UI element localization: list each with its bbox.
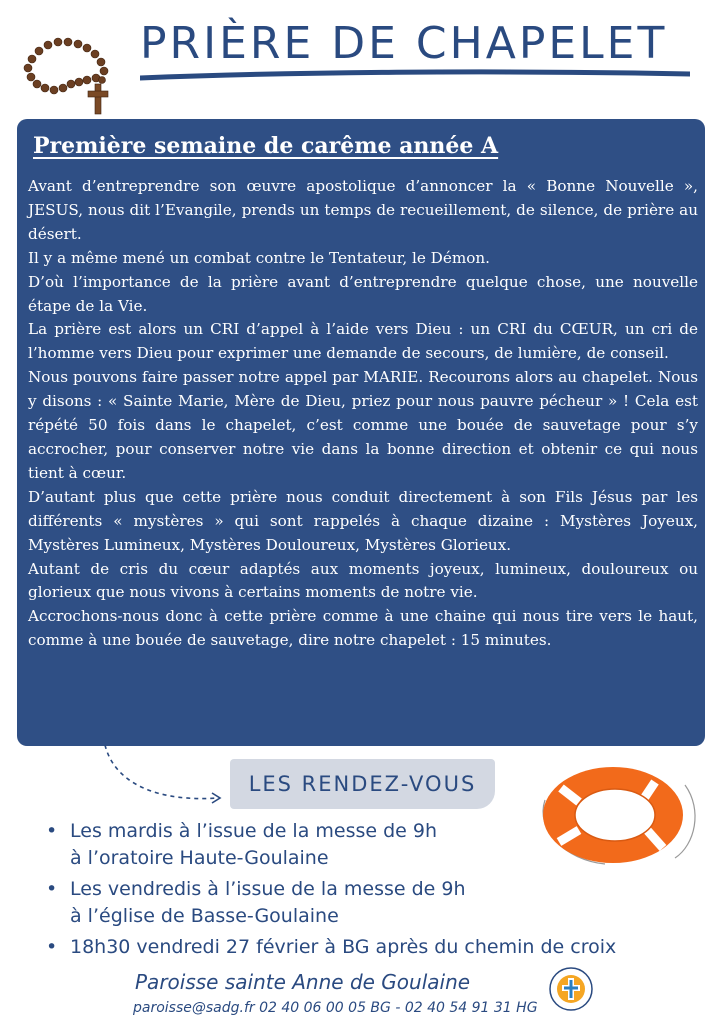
bullet: • [46, 936, 58, 958]
page-title: PRIÈRE DE CHAPELET [140, 18, 668, 69]
bullet: • [46, 878, 58, 900]
paragraph: Nous pouvons faire passer notre appel par MARIE. Recourons alors au chapelet. Nous y disons : « Sainte Marie, Mère de Dieu, priez pour nous pauvre pécheur » ! Cela est répété 50 fois dans le chapelet, c’est comme une bouée de sauvetage pour s’y accrocher, pour conserver notre vie dans la bonne direction et obtenir ce qui nous tient à cœur. [28, 368, 698, 482]
parish-logo-icon [548, 966, 594, 1012]
rendezvous-label: LES RENDEZ-VOUS [230, 759, 495, 809]
list-item [42, 876, 616, 930]
paragraph: Accrochons-nous donc à cette prière comme à une chaine qui nous tire vers le haut, comme à une bouée de sauvetage, dire notre chapelet : 15 minutes. [28, 607, 698, 650]
list-item [42, 934, 616, 961]
item-line: 18h30 vendredi 27 février à BG après du chemin de croix [70, 936, 617, 958]
panel-heading: Première semaine de carême année A [33, 133, 499, 159]
paragraph: D’autant plus que cette prière nous conduit directement à son Fils Jésus par les différents « mystères » qui sont rappelés à chaque dizaine : Mystères Joyeux, Mystères Lumineux, Mystères Douloureux, Mystères Glorieux. [28, 487, 698, 554]
text-panel [17, 119, 705, 746]
title-underline [140, 68, 690, 82]
item-line: Les vendredis à l’issue de la messe de 9h [70, 878, 466, 900]
parish-name: Paroisse sainte Anne de Goulaine [135, 970, 471, 994]
paragraph: D’où l’importance de la prière avant d’entreprendre quelque chose, une nouvelle étape de la Vie. [28, 272, 698, 315]
rendezvous-list [42, 818, 616, 965]
panel-body [28, 175, 698, 653]
contact-line: paroisse@sadg.fr 02 40 06 00 05 BG - 02 40 54 91 31 HG [133, 1000, 538, 1016]
rosary-icon [18, 30, 128, 120]
bullet: • [46, 820, 58, 842]
item-line: à l’oratoire Haute-Goulaine [70, 847, 329, 869]
list-item [42, 818, 616, 872]
paragraph: Autant de cris du cœur adaptés aux moments joyeux, lumineux, douloureux ou glorieux que nous vivons à certains moments de notre vie. [28, 559, 698, 602]
paragraph: La prière est alors un CRI d’appel à l’aide vers Dieu : un CRI du CŒUR, un cri de l’homme vers Dieu pour exprimer une demande de secours, de lumière, de conseil. [28, 320, 698, 363]
item-line: à l’église de Basse-Goulaine [70, 905, 339, 927]
paragraph: Il y a même mené un combat contre le Tentateur, le Démon. [28, 248, 490, 267]
paragraph: Avant d’entreprendre son œuvre apostolique d’annoncer la « Bonne Nouvelle », JESUS, nous dit l’Evangile, prends un temps de recueillement, de silence, de prière au désert. [28, 177, 698, 243]
dashed-arrow-icon [100, 740, 230, 810]
item-line: Les mardis à l’issue de la messe de 9h [70, 820, 438, 842]
